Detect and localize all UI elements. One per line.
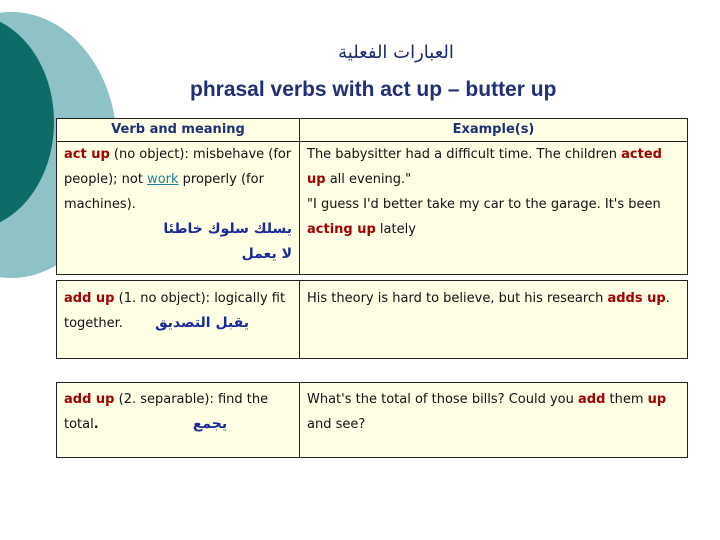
table-add-up-1 <box>56 280 688 359</box>
page-title: phrasal verbs with act up – butter up <box>190 78 557 101</box>
example-cell <box>300 281 688 359</box>
example-text-2-cont: lately <box>375 222 416 237</box>
table-header-row <box>57 119 688 142</box>
header-verb-meaning: Verb and meaning <box>57 119 300 142</box>
example-text-end: and see? <box>307 417 366 432</box>
meaning-period: . <box>93 417 99 432</box>
meaning-text: (no object): misbehave (for people); not <box>64 147 292 187</box>
meaning-cell <box>57 281 300 359</box>
example-text-cont: them <box>605 392 648 407</box>
verb-term: add up <box>64 392 115 407</box>
example-text: What's the total of those bills? Could you <box>307 392 578 407</box>
example-verb: acted up <box>307 147 662 187</box>
work-link[interactable]: work <box>147 172 179 187</box>
arabic-meaning-2: لا يعمل <box>241 246 292 262</box>
header-examples: Example(s) <box>300 119 688 142</box>
table-row <box>57 281 688 359</box>
meaning-text-cont: properly (for machines). <box>64 172 264 212</box>
example-text: His theory is hard to believe, but his research <box>307 291 608 306</box>
arabic-meaning: يجمع <box>192 416 228 432</box>
example-cell <box>300 383 688 458</box>
meaning-cell <box>57 142 300 275</box>
table-act-up <box>56 118 688 275</box>
example-verb-2: up <box>647 392 667 407</box>
table-add-up-2 <box>56 382 688 458</box>
table-row <box>57 383 688 458</box>
meaning-cell <box>57 383 300 458</box>
verb-term: act up <box>64 147 110 162</box>
example-verb-2: acting up <box>307 222 376 237</box>
meaning-text: (2. separable): find the total <box>64 392 269 432</box>
verb-term: add up <box>64 291 115 306</box>
example-text: The babysitter had a difficult time. The children <box>307 147 622 162</box>
table-row <box>57 142 688 275</box>
arabic-meaning: يقبل التصديق <box>155 315 250 331</box>
meaning-text: (1. no object): logically fit together. <box>64 291 286 331</box>
example-text-2: "I guess I'd better take my car to the garage. It's been <box>307 197 661 212</box>
example-verb: add <box>578 392 606 407</box>
example-verb: adds up <box>607 291 666 306</box>
example-text-cont: . <box>665 291 670 306</box>
example-text-cont: all evening." <box>325 172 412 187</box>
example-cell <box>300 142 688 275</box>
arabic-meaning-1: يسلك سلوك خاطئا <box>163 221 292 237</box>
title-arabic: العبارات الفعلية <box>338 42 454 63</box>
